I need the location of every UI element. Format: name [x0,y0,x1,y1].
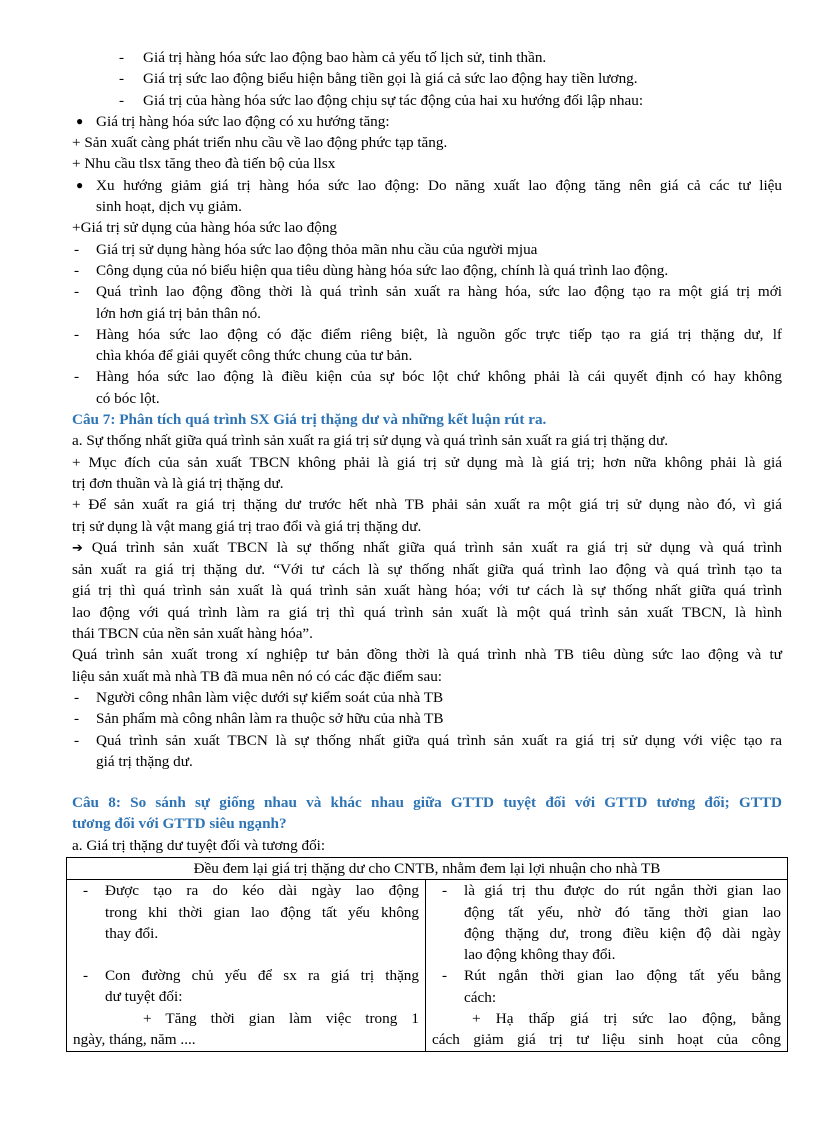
paragraph: + Mục đích của sản xuất TBCN không phải là giá trị sử dụng mà là giá trị; hơn nữa không phải là giá [72,453,782,471]
list-item: - Người công nhân làm việc dưới sự kiểm soát của nhà TB [74,688,444,706]
section-heading: Câu 7: Phân tích quá trình SX Giá trị thặng dư và những kết luận rút ra. [72,411,547,429]
list-item-continuation: lớn hơn giá trị bản thân nó. [96,304,261,322]
section-heading: Câu 8: So sánh sự giống nhau và khác nhau giữa GTTD tuyệt đối với GTTD tương đối; GTTD [72,794,782,812]
paragraph: ➔ Quá trình sản xuất TBCN là sự thống nhất giữa quá trình sản xuất ra giá trị sử dụng và quá trình [72,538,782,556]
subheading: +Giá trị sử dụng của hàng hóa sức lao động [72,219,338,237]
paragraph: + Nhu cầu tlsx tăng theo đà tiến bộ của llsx [72,155,336,173]
bullet-icon: ● [76,177,84,192]
paragraph: lao động với quá trình làm ra giá trị thì quá trình sản xuất là một quá trình sản xuất TBCN, là hình [72,603,782,621]
paragraph: thái TBCN của nền sản xuất hàng hóa”. [72,625,313,643]
paragraph: giá trị thì quá trình sản xuất là quá trình sản xuất hàng hóa; với tư cách là sự thống nhất giữa quá trình [72,582,782,600]
paragraph: sản xuất ra giá trị thặng dư. “Với tư cách là sự thống nhất giữa quá trình lao động và quá trình tạo ta [72,561,782,579]
paragraph: + Để sản xuất ra giá trị thặng dư trước hết nhà TB phải sản xuất ra một giá trị sử dụng nào đó, vì giá [72,496,782,514]
paragraph: + Sản xuất càng phát triển nhu cầu về lao động phức tạp tăng. [72,134,448,152]
list-item: - Giá trị sử dụng hàng hóa sức lao động thỏa mãn nhu cầu của người mjua [74,240,538,258]
list-item: - Giá trị hàng hóa sức lao động bao hàm cả yếu tố lịch sử, tinh thần. [119,49,547,66]
paragraph: trị đơn thuần và là giá trị thặng dư. [72,474,284,492]
list-item-continuation: giá trị thặng dư. [96,752,193,770]
list-item: - Sản phẩm mà công nhân làm ra thuộc sở hữu của nhà TB [74,710,444,728]
paragraph: trị sử dụng là vật mang giá trị trao đổi và giá trị thặng dư. [72,517,422,535]
list-item: - Hàng hóa sức lao động là điều kiện của sự bóc lột chứ không phải là cái quyết định có hay không [74,368,782,386]
arrow-right-icon: ➔ [72,540,83,556]
table-cell-relative: - là giá trị thu được do rút ngắn thời gian lao động tất yếu, nhờ đó tăng thời gian lao động thặng dư, trong điều kiện độ dài ngày lao động không thay đổi. - Rút ngắn thời gian lao động tất yếu bằng cách: + Hạ thấp giá trị sức lao động, bằng cách giảm giá trị tư liệu sinh hoạt của công [426,880,788,1051]
paragraph: a. Giá trị thặng dư tuyệt đối và tương đối: [72,836,326,854]
bullet-item: ● Xu hướng giảm giá trị hàng hóa sức lao động: Do năng xuất lao động tăng nên giá cả các tư liệu [72,175,782,196]
paragraph: sinh hoạt, dịch vụ giảm. [96,198,242,216]
list-item-continuation: có bóc lột. [96,389,160,407]
table-cell-common: Đều đem lại giá trị thặng dư cho CNTB, nhằm đem lại lợi nhuận cho nhà TB [67,857,788,879]
table-cell-absolute: - Được tạo ra do kéo dài ngày lao động trong khi thời gian lao động tất yếu không thay đổi. - Con đường chủ yếu để sx ra giá trị thặng dư tuyệt đối: + Tăng thời gian làm việc trong 1 ngày, tháng, năm .... [67,880,426,1051]
bullet-icon: ● [76,113,84,128]
table-row [67,857,788,879]
comparison-table [66,857,788,1052]
paragraph: Quá trình sản xuất trong xí nghiệp tư bản đồng thời là quá trình nhà TB tiêu dùng sức lao động và tư [72,646,782,664]
table-row [67,880,788,1051]
paragraph: liệu sản xuất mà nhà TB đã mua nên nó có các đặc điểm sau: [72,667,443,685]
section-heading: tương đối với GTTD siêu ngạnh? [72,815,287,833]
list-item: - Quá trình sản xuất TBCN là sự thống nhất giữa quá trình sản xuất ra giá trị sử dụng với việc tạo ra [74,731,782,749]
paragraph: a. Sự thống nhất giữa quá trình sản xuất ra giá trị sử dụng và quá trình sản xuất ra giá trị thặng dư. [72,432,668,450]
bullet-item: ● Giá trị hàng hóa sức lao động có xu hướng tăng: [72,111,782,132]
list-item: - Công dụng của nó biểu hiện qua tiêu dùng hàng hóa sức lao động, chính là quá trình lao động. [74,261,669,279]
list-item-continuation: chìa khóa để giải quyết công thức chung của tư bản. [96,347,413,365]
list-item: - Quá trình lao động đồng thời là quá trình sản xuất ra hàng hóa, sức lao động tạo ra một giá trị mới [74,283,782,301]
list-item: - Giá trị của hàng hóa sức lao động chịu sự tác động của hai xu hướng đối lập nhau: [119,91,644,109]
document-page [72,47,782,1052]
list-item: - Hàng hóa sức lao động có đặc điểm riêng biệt, là nguồn gốc trực tiếp tạo ra giá trị thặng dư, lf [74,325,782,343]
list-item: - Giá trị sức lao động biểu hiện bằng tiền gọi là giá cả sức lao động hay tiền lương. [119,70,638,88]
